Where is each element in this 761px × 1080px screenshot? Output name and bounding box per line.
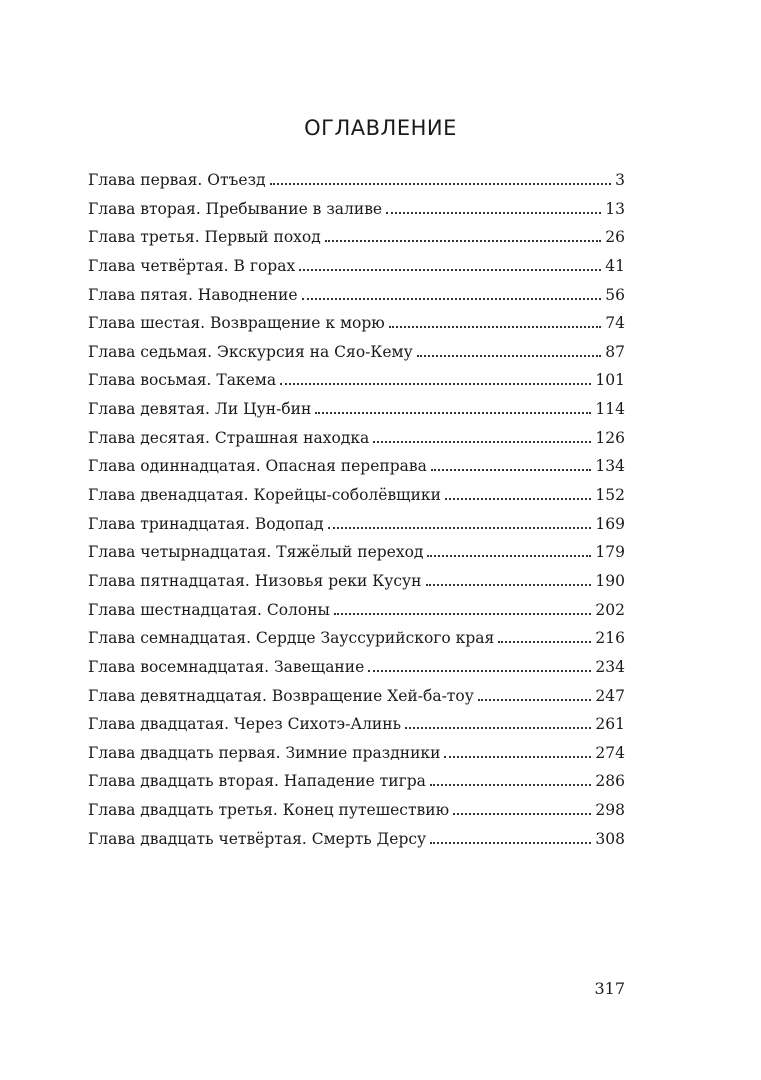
dot-leader (386, 212, 601, 214)
dot-leader (427, 555, 591, 557)
dot-leader (373, 441, 591, 443)
toc-entry-title: Глава двенадцатая. Корейцы-соболёвщики (88, 486, 441, 505)
toc-entry (88, 223, 625, 252)
toc-entry-title: Глава десятая. Страшная находка (88, 428, 370, 447)
toc-entry (88, 252, 625, 281)
page-title: ОГЛАВЛЕНИЕ (304, 116, 457, 140)
toc-entry-title: Глава вторая. Пребывание в заливе (88, 199, 383, 218)
toc-entry (88, 653, 625, 682)
dot-leader (334, 613, 592, 615)
toc-entry-title: Глава семнадцатая. Сердце Зауссурийского края (88, 629, 495, 648)
dot-leader (368, 670, 591, 672)
toc-entry-title: Глава третья. Первый поход (88, 228, 321, 247)
toc-entry-page: 13 (605, 199, 625, 218)
toc-entry-title: Глава шестая. Возвращение к морю (88, 314, 385, 333)
dot-leader (445, 498, 591, 500)
toc-entry (88, 567, 625, 596)
toc-entry (88, 338, 625, 367)
toc-entry-page: 274 (595, 743, 625, 762)
toc-entry-page: 234 (595, 657, 625, 676)
toc-entry (88, 395, 625, 424)
toc-entry (88, 424, 625, 453)
toc-entry (88, 767, 625, 796)
dot-leader (431, 469, 592, 471)
toc-entry (88, 481, 625, 510)
dot-leader (498, 641, 591, 643)
toc-entry-page: 134 (595, 457, 625, 476)
toc-entry-page: 114 (595, 400, 625, 419)
toc-entry-page: 202 (595, 600, 625, 619)
toc-entry (88, 281, 625, 310)
toc-entry-title: Глава шестнадцатая. Солоны (88, 600, 330, 619)
toc-entry-page: 101 (595, 371, 625, 390)
toc-entry (88, 596, 625, 625)
toc-entry-title: Глава девятнадцатая. Возвращение Хей-ба-тоу (88, 686, 474, 705)
toc-entry (88, 452, 625, 481)
toc-entry-page: 74 (605, 314, 625, 333)
toc-entry-page: 308 (595, 829, 625, 848)
dot-leader (444, 756, 591, 758)
table-of-contents (88, 166, 625, 853)
toc-entry-page: 216 (595, 629, 625, 648)
dot-leader (299, 269, 601, 271)
toc-entry-page: 87 (605, 342, 625, 361)
toc-entry (88, 796, 625, 825)
dot-leader (328, 527, 592, 529)
dot-leader (405, 727, 591, 729)
toc-entry-title: Глава тринадцатая. Водопад (88, 514, 324, 533)
toc-entry-title: Глава двадцать четвёртая. Смерть Дерсу (88, 829, 427, 848)
dot-leader (389, 326, 601, 328)
toc-entry-title: Глава седьмая. Экскурсия на Сяо-Кему (88, 342, 413, 361)
dot-leader (426, 584, 592, 586)
toc-entry-title: Глава четвёртая. В горах (88, 256, 296, 275)
toc-entry-title: Глава одиннадцатая. Опасная переправа (88, 457, 427, 476)
toc-entry-title: Глава восемнадцатая. Завещание (88, 657, 365, 676)
toc-entry (88, 710, 625, 739)
dot-leader (325, 240, 601, 242)
page-number: 317 (594, 979, 625, 998)
toc-entry-page: 41 (605, 256, 625, 275)
toc-entry (88, 682, 625, 711)
dot-leader (430, 842, 591, 844)
dot-leader (270, 183, 612, 185)
toc-entry-title: Глава двадцать первая. Зимние праздники (88, 743, 441, 762)
toc-entry (88, 739, 625, 768)
toc-entry-page: 190 (595, 571, 625, 590)
toc-entry-title: Глава первая. Отъезд (88, 171, 266, 189)
toc-entry-page: 26 (605, 228, 625, 247)
dot-leader (430, 784, 592, 786)
toc-entry-title: Глава двадцать третья. Конец путешествию (88, 801, 450, 820)
toc-entry-title: Глава пятнадцатая. Низовья реки Кусун (88, 571, 422, 590)
dot-leader (280, 383, 591, 385)
toc-entry-page: 298 (595, 801, 625, 820)
toc-entry (88, 309, 625, 338)
toc-entry-title: Глава двадцать вторая. Нападение тигра (88, 772, 426, 791)
toc-entry (88, 166, 625, 195)
dot-leader (478, 699, 592, 701)
toc-entry-page: 286 (595, 772, 625, 791)
toc-entry-page: 169 (595, 514, 625, 533)
toc-entry-page: 56 (605, 285, 625, 304)
toc-entry (88, 825, 625, 854)
toc-entry (88, 195, 625, 224)
toc-entry-page: 261 (595, 715, 625, 734)
toc-entry-page: 247 (595, 686, 625, 705)
toc-entry-title: Глава девятая. Ли Цун-бин (88, 400, 312, 419)
toc-entry (88, 366, 625, 395)
dot-leader (302, 298, 602, 300)
toc-entry-title: Глава восьмая. Такема (88, 371, 277, 390)
toc-entry (88, 510, 625, 539)
toc-entry-page: 152 (595, 486, 625, 505)
dot-leader (315, 412, 591, 414)
toc-entry-title: Глава пятая. Наводнение (88, 285, 298, 304)
toc-entry-page: 179 (595, 543, 625, 562)
toc-entry-page: 3 (615, 171, 625, 189)
toc-entry (88, 538, 625, 567)
toc-entry (88, 624, 625, 653)
toc-entry-title: Глава двадцатая. Через Сихотэ-Алинь (88, 715, 402, 734)
toc-entry-page: 126 (595, 428, 625, 447)
toc-entry-title: Глава четырнадцатая. Тяжёлый переход (88, 543, 424, 562)
dot-leader (453, 813, 591, 815)
dot-leader (417, 355, 602, 357)
